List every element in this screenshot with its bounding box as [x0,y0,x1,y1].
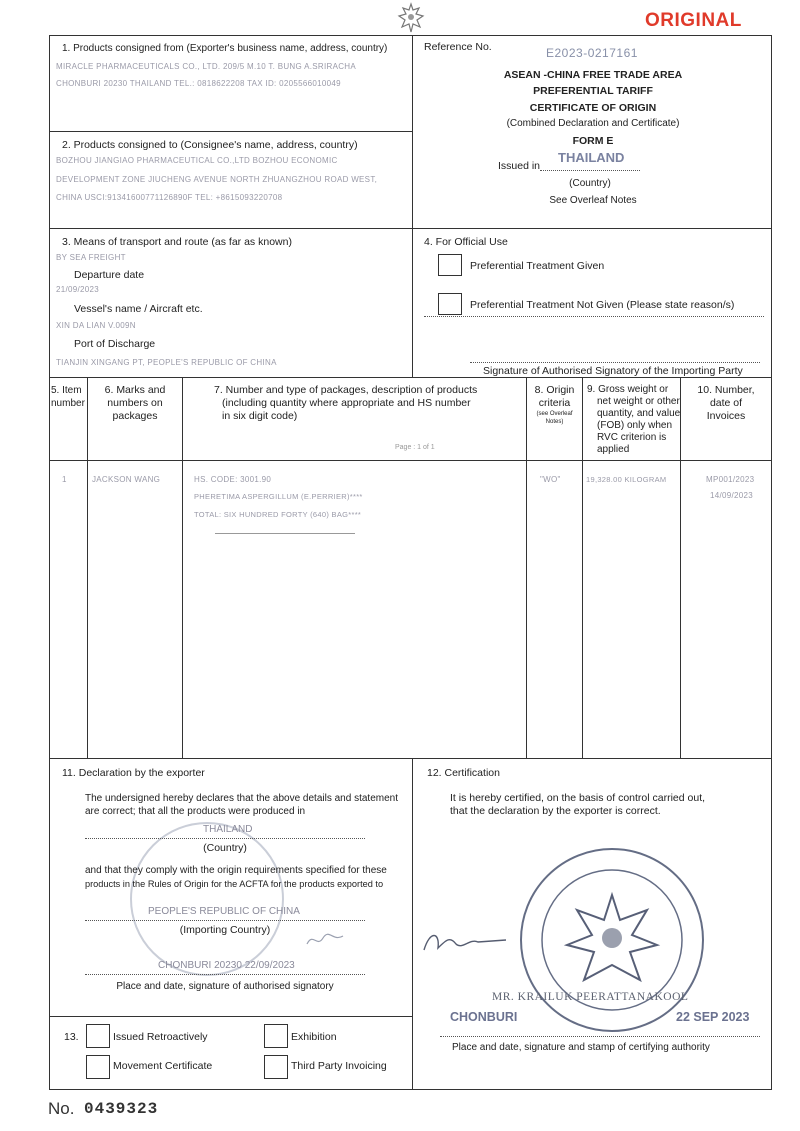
cert-subtitle: (Combined Declaration and Certificate) [506,118,680,129]
preferential-not-given-label: Preferential Treatment Not Given (Please state reason/s) [470,299,735,311]
cert-title-3: CERTIFICATE OF ORIGIN [529,102,657,114]
col-weight-5: RVC criterion is [597,432,667,443]
box4-label: 4. For Official Use [424,236,508,248]
serial-no-label: No. [48,1099,75,1118]
page-indicator: Page : 1 of 1 [395,444,435,451]
movement-certificate-label: Movement Certificate [113,1060,213,1072]
box1-label: 1. Products consigned from (Exporter's business name, address, country) [62,43,388,54]
officer-signature-icon [420,920,510,960]
vessel-value: XIN DA LIAN V.009N [56,321,136,330]
col-marks-3: packages [112,410,158,422]
col-invoice-1: 10. Number, [697,384,755,396]
preferential-given-label: Preferential Treatment Given [470,260,605,272]
serial-no-value: 0439323 [84,1100,159,1118]
departure-value: 21/09/2023 [56,285,100,294]
col-description-2: (including quantity where appropriate and HS number [222,397,471,409]
issued-in-label: Issued in [498,160,541,172]
item-weight: 19,328.00 KILOGRAM [586,475,667,484]
movement-certificate-checkbox[interactable] [86,1055,110,1079]
box11-label: 11. Declaration by the exporter [62,767,205,779]
consignee-line3: CHINA USCI:91341600771126890F TEL: +8615093220708 [56,193,283,202]
certifying-authority-label: Place and date, signature and stamp of certifying authority [452,1042,710,1053]
importing-signature-label: Signature of Authorised Signatory of the Importing Party [483,365,743,377]
declaration-text-2: are correct; that all the products were produced in [85,806,306,817]
item-invoice-number: MP001/2023 [706,475,755,484]
item-origin-criteria: "WO" [540,475,561,484]
produced-country-value: THAILAND [203,824,253,835]
overleaf-notes: See Overleaf Notes [549,195,637,206]
officer-name: MR. KRAILUK PEERATTANAKOOL [492,991,689,1003]
cert-title-1: ASEAN -CHINA FREE TRADE AREA [503,69,683,81]
consignee-line1: BOZHOU JIANGIAO PHARMACEUTICAL CO.,LTD BOZHOU ECONOMIC [56,156,338,165]
signature-scribble-icon [305,930,345,950]
box13-label: 13. [64,1031,79,1043]
importing-country-value: PEOPLE'S REPUBLIC OF CHINA [148,906,300,917]
issued-retroactively-checkbox[interactable] [86,1024,110,1048]
cert-title-2: PREFERENTIAL TARIFF [533,85,653,97]
port-label: Port of Discharge [74,338,156,350]
item-number: 1 [62,475,67,484]
box3-label: 3. Means of transport and route (as far as known) [62,236,292,248]
col-description-3: in six digit code) [222,410,298,422]
port-value: TIANJIN XINGANG PT, PEOPLE'S REPUBLIC OF CHINA [56,358,277,367]
importing-country-label: (Importing Country) [179,924,271,936]
col-origin-2: criteria [538,397,571,409]
exhibition-label: Exhibition [291,1031,337,1043]
exporter-line1: MIRACLE PHARMACEUTICALS CO., LTD. 209/5 M.10 T. BUNG A.SRIRACHA [56,62,357,71]
produced-country-label: (Country) [203,842,247,854]
col-weight-6: applied [597,444,630,455]
certification-city: CHONBURI [450,1010,518,1024]
exporter-signature-label: Place and date, signature of authorised signatory [116,981,334,992]
third-party-invoicing-checkbox[interactable] [264,1055,288,1079]
item-total: TOTAL: SIX HUNDRED FORTY (640) BAG**** [194,510,362,519]
departure-label: Departure date [74,269,145,281]
col-invoice-3: Invoices [706,410,746,422]
col-invoice-2: date of [709,397,743,409]
preferential-not-given-checkbox[interactable] [438,293,462,315]
issued-retroactively-label: Issued Retroactively [113,1031,208,1043]
exporter-place-date: CHONBURI 20230 22/09/2023 [158,960,295,971]
declaration-text-1: The undersigned hereby declares that the above details and statement [85,793,398,804]
consignee-line2: DEVELOPMENT ZONE JIUCHENG AVENUE NORTH ZHUANGZHOU ROAD WEST, [56,175,378,184]
item-description: PHERETIMA ASPERGILLUM (E.PERRIER)**** [194,492,363,501]
certification-text-2: that the declaration by the exporter is correct. [450,805,661,817]
col-weight-3: quantity, and value [597,408,681,419]
issued-in-value: THAILAND [558,150,625,165]
col-weight-1: 9. Gross weight or [587,384,669,395]
reference-number: E2023-0217161 [546,46,638,60]
certification-text-1: It is hereby certified, on the basis of control carried out, [450,792,706,804]
box12-label: 12. Certification [427,767,500,779]
transport-value: BY SEA FREIGHT [56,253,126,262]
preferential-given-checkbox[interactable] [438,254,462,276]
original-label: ORIGINAL [645,10,742,31]
col-marks-2: numbers on [107,397,163,409]
declaration-text-3: and that they comply with the origin requirements specified for these [85,865,387,876]
exporter-line2: CHONBURI 20230 THAILAND TEL.: 0818622208 TAX ID: 0205566010049 [56,79,341,88]
declaration-text-4: products in the Rules of Origin for the ACFTA for the products exported to [85,879,384,889]
exhibition-checkbox[interactable] [264,1024,288,1048]
box2-label: 2. Products consigned to (Consignee's name, address, country) [62,139,358,151]
reference-label: Reference No. [424,41,492,53]
col-marks-1: 6. Marks and [104,384,166,396]
item-marks: JACKSON WANG [92,475,161,484]
vessel-label: Vessel's name / Aircraft etc. [74,303,203,315]
form-e: FORM E [572,135,614,147]
col-weight-2: net weight or other [597,396,680,407]
col-origin-3: (see Overleaf Notes) [536,411,573,425]
garuda-emblem-icon [393,2,429,36]
certification-date: 22 SEP 2023 [676,1010,750,1024]
col-weight-4: (FOB) only when [597,420,673,431]
item-invoice-date: 14/09/2023 [710,491,754,500]
col-item-number: 5. Item number [51,385,85,409]
third-party-invoicing-label: Third Party Invoicing [291,1060,387,1072]
col-description-1: 7. Number and type of packages, description of products [214,384,478,396]
col-origin-1: 8. Origin [534,384,575,396]
country-label: (Country) [569,178,611,189]
item-hs-code: HS. CODE: 3001.90 [194,475,272,484]
government-seal-icon [520,848,704,1032]
